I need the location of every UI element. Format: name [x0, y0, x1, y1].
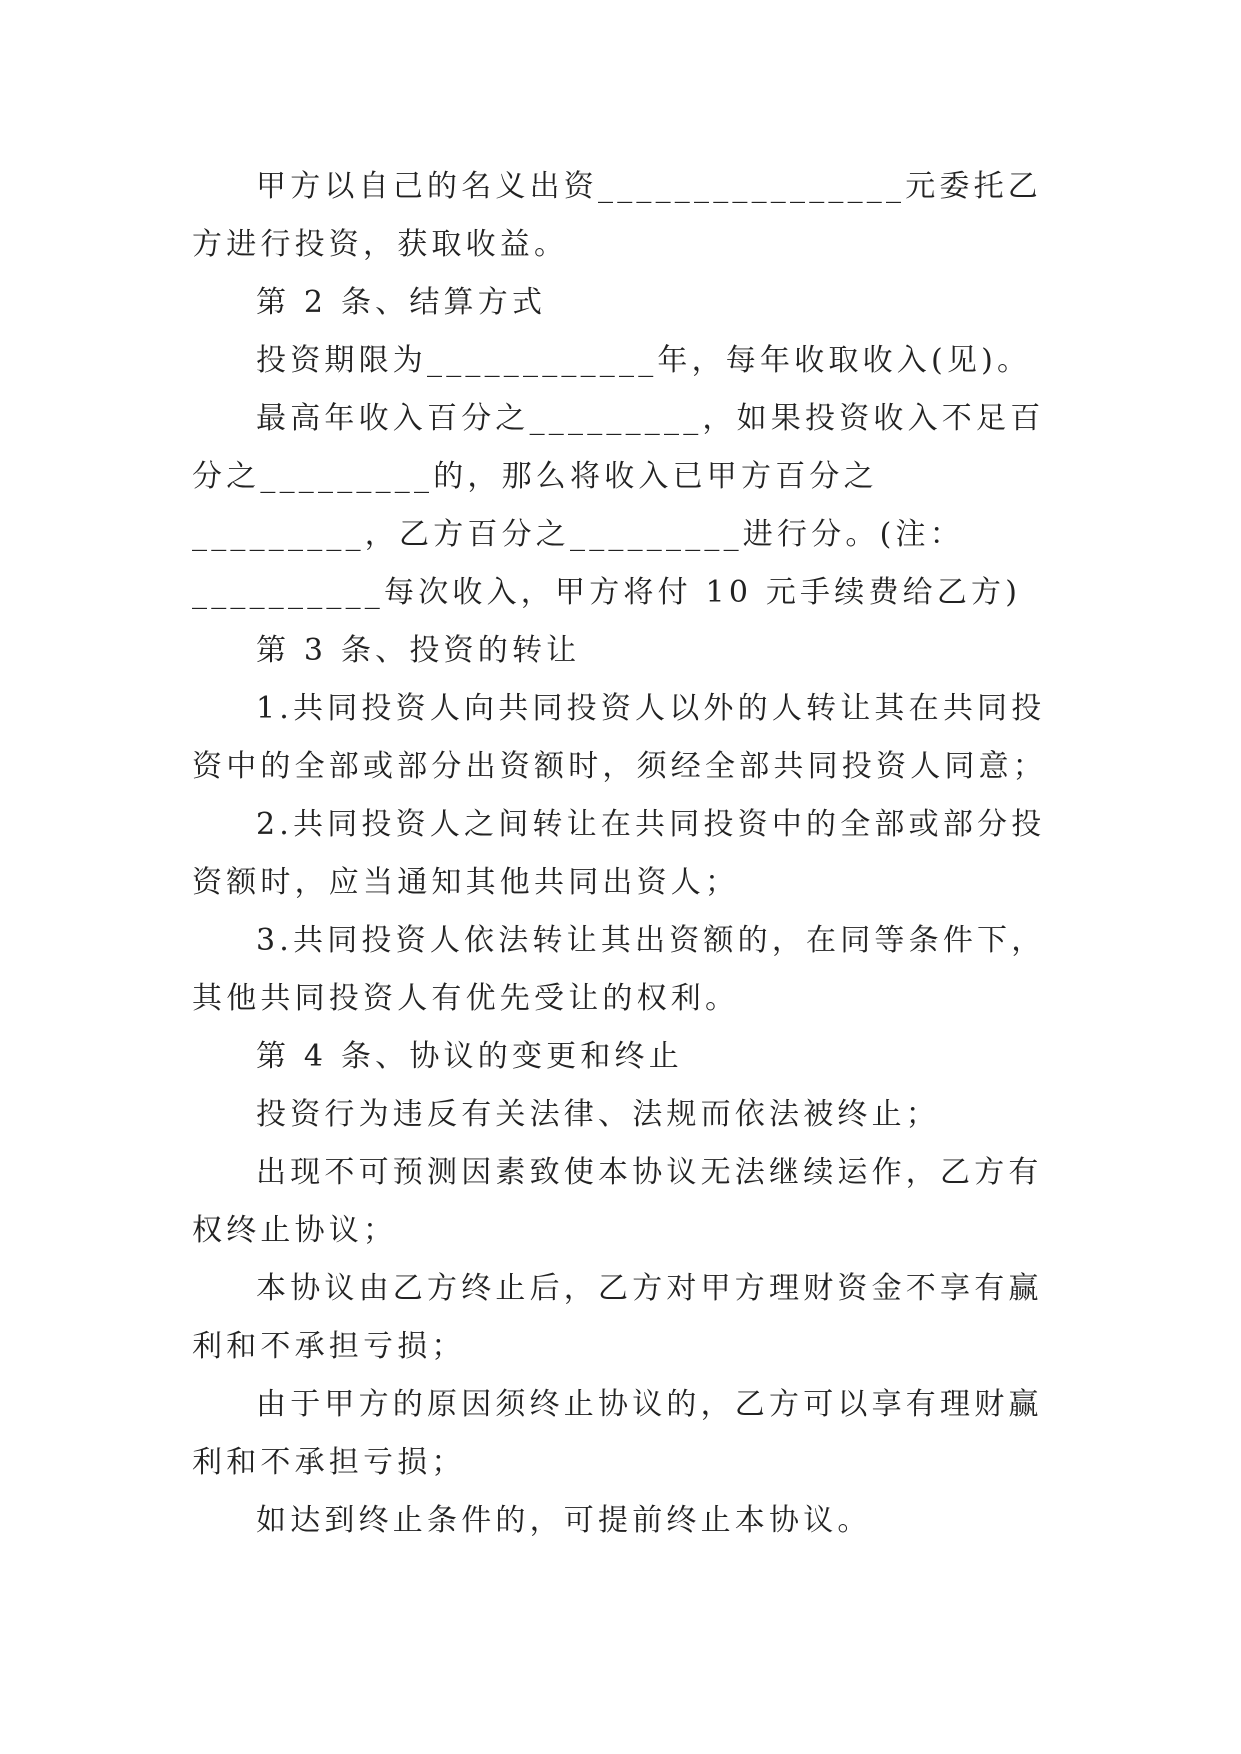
heading-article-3: 第 3 条、投资的转让 [256, 633, 581, 668]
document-body [192, 158, 1054, 1550]
paragraph-termination-3: 本协议由乙方终止后，乙方对甲方理财资金不享有赢利和不承担亏损； [192, 1271, 1043, 1364]
paragraph-termination-2: 出现不可预测因素致使本协议无法继续运作，乙方有权终止协议； [192, 1155, 1043, 1248]
paragraph-income-distribution: 最高年收入百分之_________，如果投资收入不足百分之_________的，那么将收入已甲方百分之_________，乙方百分之_________进行分。(注：__________每次收入，甲方将付 10 元手续费给乙方) [192, 401, 1045, 610]
paragraph-termination-1: 投资行为违反有关法律、法规而依法被终止； [256, 1097, 940, 1132]
paragraph-transfer-2: 2.共同投资人之间转让在共同投资中的全部或部分投资额时，应当通知其他共同出资人； [192, 807, 1046, 900]
paragraph-transfer-1: 1.共同投资人向共同投资人以外的人转让其在共同投资中的全部或部分出资额时，须经全部共同投资人同意； [192, 691, 1047, 784]
paragraph-termination-5: 如达到终止条件的，可提前终止本协议。 [256, 1503, 872, 1538]
heading-article-4: 第 4 条、协议的变更和终止 [256, 1039, 683, 1074]
paragraph-investment-term: 投资期限为____________年，每年收取收入(见)。 [256, 343, 1032, 378]
paragraph-investment-amount: 甲方以自己的名义出资________________元委托乙方进行投资，获取收益。 [192, 169, 1042, 262]
paragraph-termination-4: 由于甲方的原因须终止协议的，乙方可以享有理财赢利和不承担亏损； [192, 1387, 1043, 1480]
paragraph-transfer-3: 3.共同投资人依法转让其出资额的，在同等条件下，其他共同投资人有优先受让的权利。 [192, 923, 1046, 1016]
heading-article-2: 第 2 条、结算方式 [256, 285, 547, 320]
